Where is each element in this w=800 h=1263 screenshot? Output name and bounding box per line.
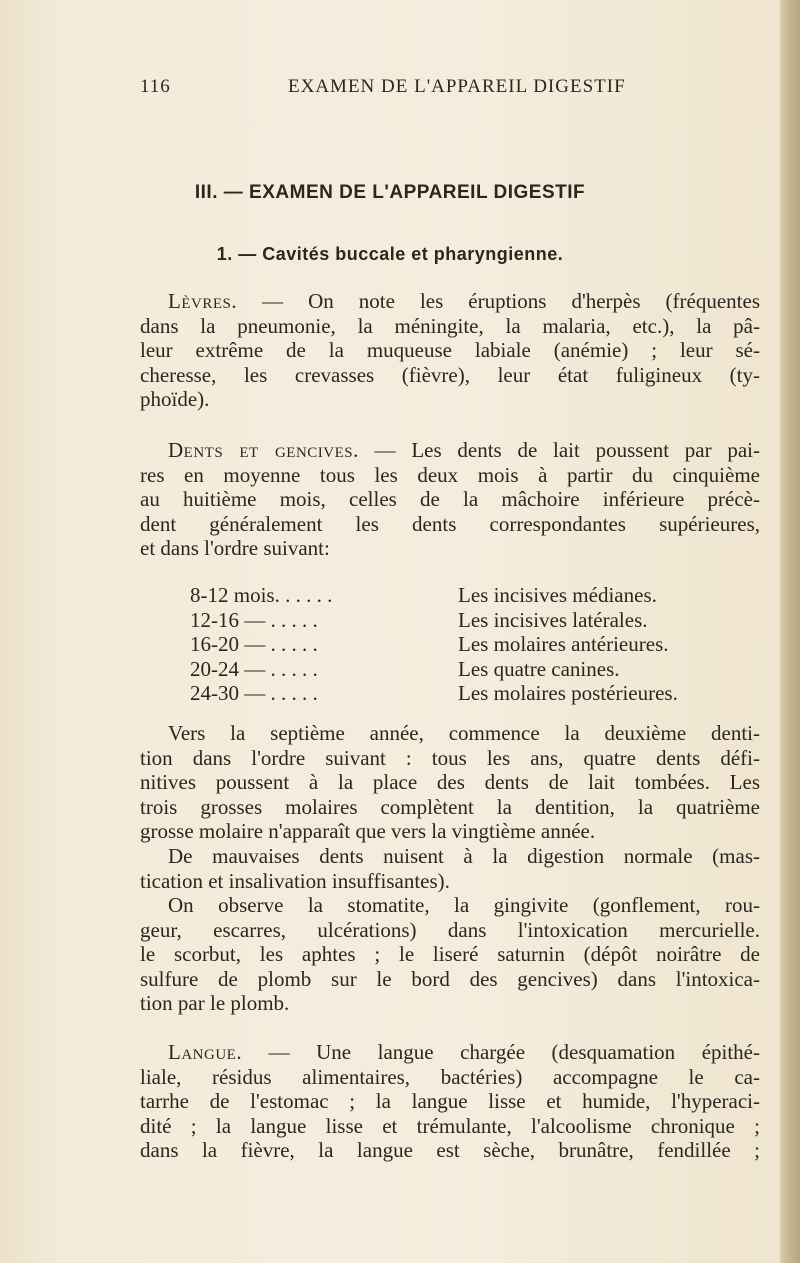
paragraph-line: tion dans l'ordre suivant : tous les ans, quatre dents défi- (140, 745, 760, 770)
term-dents: Dents et gencives. (168, 438, 359, 462)
paragraph-langue (140, 1040, 760, 1163)
table-cell-teeth: Les incisives médianes. (458, 583, 657, 607)
paragraph-line: Langue. — Une langue chargée (desquamation épithé- (168, 1040, 760, 1064)
paragraph-line: Dents et gencives. — Les dents de lait poussent par pai- (168, 438, 760, 462)
paragraph-line: tarrhe de l'estomac ; la langue lisse et humide, l'hyperaci- (140, 1089, 760, 1114)
page-edge (780, 0, 800, 1263)
table-row (190, 681, 750, 706)
term-langue: Langue. (168, 1040, 243, 1064)
paragraph-line: dans la pneumonie, la méningite, la malaria, etc.), la pâ- (140, 313, 760, 338)
table-cell-teeth: Les molaires antérieures. (458, 632, 669, 657)
term-levres: Lèvres. (168, 289, 238, 313)
table-cell-period: 8-12 mois. . . . . . (190, 583, 333, 607)
table-cell-period: 16-20 — . . . . . (190, 632, 318, 657)
paragraph-line: On observe la stomatite, la gingivite (gonflement, rou- (168, 893, 760, 917)
table-row (190, 632, 750, 657)
paragraph-line: dent généralement les dents correspondantes supérieures, (140, 511, 760, 536)
paragraph-seconde-dentition (140, 721, 760, 844)
table-cell-teeth: Les incisives latérales. (458, 607, 648, 632)
page-number: 116 (140, 76, 171, 97)
paragraph-line: nitives poussent à la place des dents de lait tombées. Les (140, 770, 760, 795)
paragraph-line: et dans l'ordre suivant: (140, 536, 330, 561)
paragraph-dents (140, 438, 760, 561)
paragraph-line: geur, escarres, ulcérations) dans l'intoxication mercurielle. (140, 917, 760, 942)
table-row (190, 657, 750, 682)
table-row (190, 608, 750, 633)
paragraph-line: le scorbut, les aphtes ; le liseré saturnin (dépôt noirâtre de (140, 942, 760, 967)
paragraph-line: sulfure de plomb sur le bord des gencives) dans l'intoxica- (140, 966, 760, 991)
paragraph-line: trois grosses molaires complètent la dentition, la quatrième (140, 794, 760, 819)
paragraph-line: tication et insalivation insuffisantes). (140, 868, 450, 893)
dentition-table (190, 583, 750, 706)
paragraph-line: res en moyenne tous les deux mois à partir du cinquième (140, 462, 760, 487)
running-title: EXAMEN DE L'APPAREIL DIGESTIF (288, 76, 626, 97)
paragraph-levres (140, 289, 760, 412)
paragraph-line: liale, résidus alimentaires, bactéries) accompagne le ca- (140, 1064, 760, 1089)
table-cell-teeth: Les quatre canines. (458, 656, 620, 681)
table-cell-period: 12-16 — . . . . . (190, 607, 318, 632)
paragraph-mauvaises-dents (140, 844, 760, 893)
paragraph-line: De mauvaises dents nuisent à la digestion normale (mas- (168, 844, 760, 868)
paragraph-stomatite (140, 893, 760, 1016)
paragraph-line: Vers la septième année, commence la deuxième denti- (168, 721, 760, 745)
paragraph-line: leur extrême de la muqueuse labiale (anémie) ; leur sé- (140, 338, 760, 363)
table-row (190, 583, 750, 608)
table-cell-teeth: Les molaires postérieures. (458, 681, 678, 706)
section-title: III. — EXAMEN DE L'APPAREIL DIGESTIF (194, 182, 586, 203)
table-cell-period: 20-24 — . . . . . (190, 656, 318, 681)
table-cell-period: 24-30 — . . . . . (190, 681, 318, 706)
subsection-title: 1. — Cavités buccale et pharyngienne. (216, 244, 564, 264)
paragraph-line: au huitième mois, celles de la mâchoire inférieure précè- (140, 487, 760, 512)
paragraph-line: Lèvres. — On note les éruptions d'herpès (fréquentes (168, 289, 760, 313)
paragraph-line: dité ; la langue lisse et trémulante, l'alcoolisme chronique ; (140, 1113, 760, 1138)
paragraph-line: dans la fièvre, la langue est sèche, brunâtre, fendillée ; (140, 1138, 760, 1163)
paragraph-line: cheresse, les crevasses (fièvre), leur état fuligineux (ty- (140, 362, 760, 387)
paragraph-line: tion par le plomb. (140, 991, 290, 1016)
paragraph-line: grosse molaire n'apparaît que vers la vingtième année. (140, 819, 596, 844)
paragraph-line: phoïde). (140, 387, 210, 412)
page-header (140, 76, 760, 100)
